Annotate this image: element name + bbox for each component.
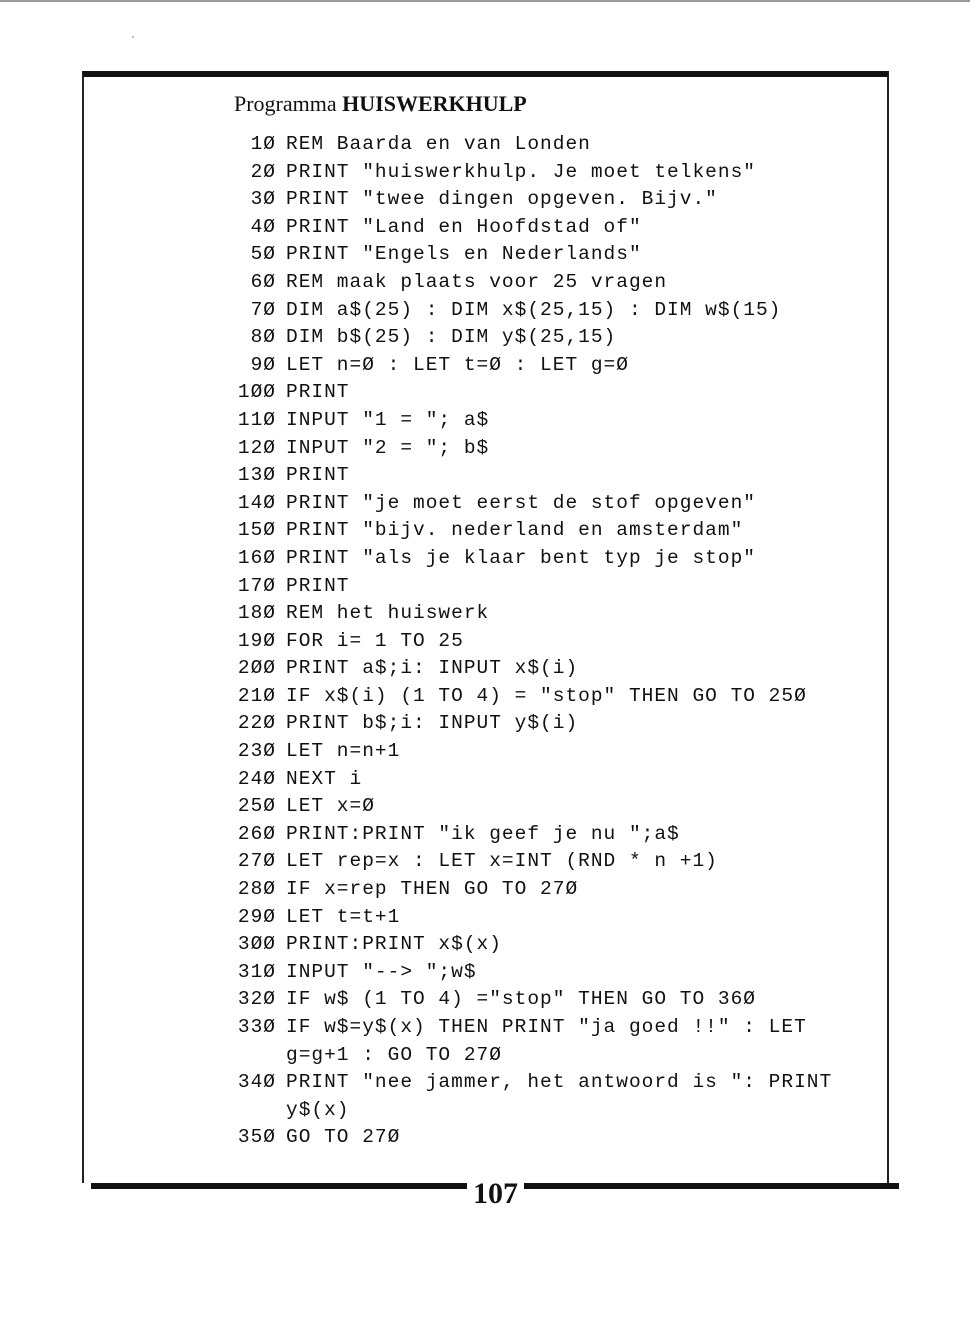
code-text: INPUT "1 = "; a$ [286,408,490,431]
frame-rule-left [91,1183,467,1189]
code-text: IF w$ (1 TO 4) ="stop" THEN GO TO 36Ø [286,988,756,1011]
code-line [224,297,874,325]
code-text: PRINT "als je klaar bent typ je stop" [286,546,756,569]
code-line [224,959,874,987]
line-number: 5Ø [250,243,276,266]
code-text: LET rep=x : LET x=INT (RND * n +1) [286,850,718,873]
line-number: 3ØØ [237,933,276,956]
line-number: 23Ø [237,740,276,763]
code-text: DIM a$(25) : DIM x$(25,15) : DIM w$(15) [286,298,782,321]
code-text: PRINT:PRINT "ik geef je nu ";a$ [286,822,680,845]
code-line [224,710,874,738]
code-text: PRINT "twee dingen opgeven. Bijv." [286,188,718,211]
code-text: PRINT "je moet eerst de stof opgeven" [286,491,756,514]
code-line [224,269,874,297]
code-line [224,1124,874,1152]
code-text: PRINT "bijv. nederland en amsterdam" [286,519,744,542]
line-number: 32Ø [237,988,276,1011]
code-text: PRINT "Land en Hoofdstad of" [286,215,642,238]
line-number: 2Ø [250,160,276,183]
line-number: 21Ø [237,684,276,707]
basic-listing [224,131,874,1152]
code-text: PRINT "nee jammer, het antwoord is ": PRINT y$(x) [286,1071,833,1121]
code-text: PRINT:PRINT x$(x) [286,933,502,956]
code-text: LET n=n+1 [286,740,401,763]
line-number: 9Ø [250,353,276,376]
line-number: 15Ø [237,519,276,542]
frame-rule-right [524,1183,899,1189]
line-number: 18Ø [237,602,276,625]
line-number: 33Ø [237,1016,276,1038]
code-line [224,848,874,876]
line-number: 22Ø [237,712,276,735]
program-title-prefix: Programma [234,91,337,116]
line-number: 19Ø [237,629,276,652]
code-text: PRINT b$;i: INPUT y$(i) [286,712,579,735]
code-text: IF x=rep THEN GO TO 27Ø [286,878,579,901]
code-line [224,904,874,932]
code-line [224,241,874,269]
line-number: 31Ø [237,960,276,983]
code-text: INPUT "2 = "; b$ [286,436,490,459]
line-number: 25Ø [237,795,276,818]
code-text: LET x=Ø [286,795,375,818]
line-number: 6Ø [250,270,276,293]
code-line [224,214,874,242]
line-number: 8Ø [250,326,276,349]
line-number: 12Ø [237,436,276,459]
code-text: FOR i= 1 TO 25 [286,629,464,652]
line-number: 27Ø [237,850,276,873]
code-line [224,931,874,959]
code-line [224,1014,874,1069]
scan-edge-top [0,0,970,2]
code-text: PRINT "Engels en Nederlands" [286,243,642,266]
code-text: PRINT [286,381,350,404]
line-number: 29Ø [237,905,276,928]
code-line [224,600,874,628]
code-text: NEXT i [286,767,363,790]
code-line [224,1069,874,1124]
code-line [224,545,874,573]
code-line [224,821,874,849]
line-number: 17Ø [237,574,276,597]
code-line [224,683,874,711]
code-text: REM Baarda en van Londen [286,133,591,155]
code-line [224,986,874,1014]
code-line [224,517,874,545]
code-line [224,628,874,656]
code-text: INPUT "--> ";w$ [286,960,477,983]
code-line [224,159,874,187]
code-line [224,462,874,490]
code-line [224,766,874,794]
code-text: PRINT "huiswerkhulp. Je moet telkens" [286,160,756,183]
line-number: 14Ø [237,491,276,514]
code-line [224,738,874,766]
code-text: PRINT [286,574,350,597]
code-text: IF w$=y$(x) THEN PRINT "ja goed !!" : LET g=g+1 : GO TO 27Ø [286,1016,807,1066]
code-line [224,435,874,463]
code-line [224,379,874,407]
page-number: 107 [473,1177,518,1210]
code-line [224,131,874,159]
line-number: 24Ø [237,767,276,790]
line-number: 16Ø [237,546,276,569]
code-line [224,407,874,435]
line-number: 7Ø [250,298,276,321]
code-line [224,186,874,214]
code-line [224,490,874,518]
line-number: 13Ø [237,464,276,487]
line-number: 1ØØ [237,381,276,404]
line-number: 3Ø [250,188,276,211]
scan-speck [132,36,134,38]
code-text: LET n=Ø : LET t=Ø : LET g=Ø [286,353,629,376]
code-line [224,655,874,683]
line-number: 11Ø [237,408,276,431]
code-text: REM maak plaats voor 25 vragen [286,270,668,293]
code-text: PRINT [286,464,350,487]
line-number: 2ØØ [237,657,276,680]
code-text: DIM b$(25) : DIM y$(25,15) [286,326,617,349]
code-line [224,876,874,904]
line-number: 4Ø [250,215,276,238]
code-line [224,324,874,352]
code-text: REM het huiswerk [286,602,490,625]
program-title-name: HUISWERKHULP [342,91,527,116]
code-text: GO TO 27Ø [286,1126,401,1149]
code-line [224,573,874,601]
code-line [224,352,874,380]
code-line [224,793,874,821]
program-title [234,89,527,119]
code-text: IF x$(i) (1 TO 4) = "stop" THEN GO TO 25Ø [286,684,807,707]
line-number: 28Ø [237,878,276,901]
line-number: 35Ø [237,1126,276,1149]
code-text: PRINT a$;i: INPUT x$(i) [286,657,579,680]
line-number: 26Ø [237,822,276,845]
code-text: LET t=t+1 [286,905,401,928]
line-number: 34Ø [237,1071,276,1094]
line-number: 1Ø [250,133,276,155]
